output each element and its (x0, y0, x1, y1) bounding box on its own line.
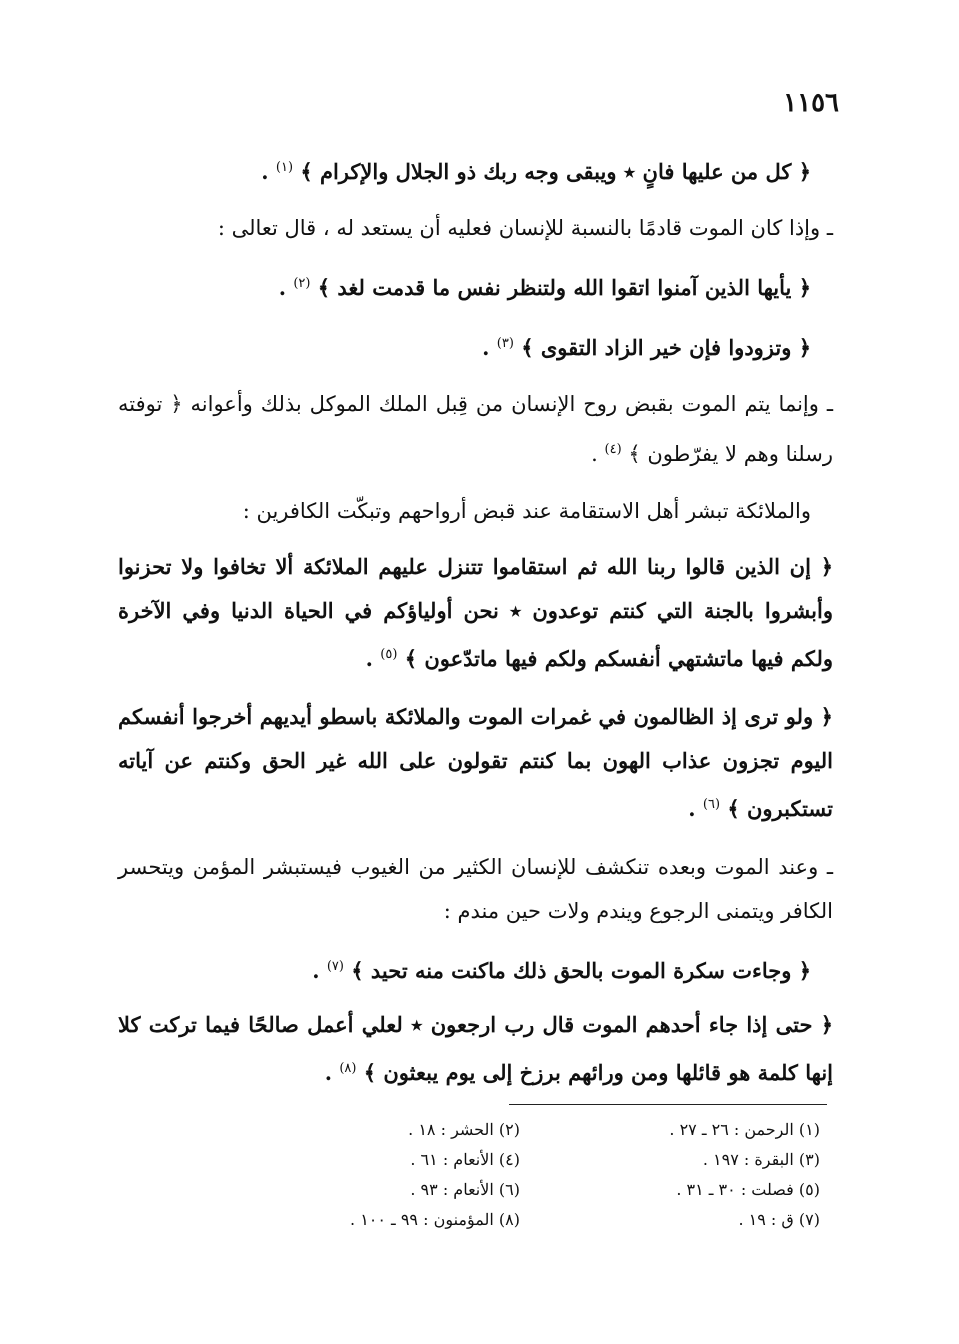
paragraph-text: ـ وإنما يتم الموت بقبض روح الإنسان من قِبل الملك الموكل بذلك وأعوانه ﴿ توفته رسلنا وهم لا يفرّطون ﴾ (118, 392, 833, 466)
footnotes (260, 1118, 820, 1232)
page-number: ١١٥٦ (783, 88, 839, 118)
footnote-divider (509, 1104, 827, 1105)
paragraph-3 (118, 256, 833, 316)
paragraph-5 (118, 382, 833, 477)
paragraph-text: ﴿ كل من عليها فانٍ ٭ ويبقى وجه ربك ذو الجلال والإكرام ﴾ (300, 159, 811, 184)
paragraph-text: ﴿ وجاءت سكرة الموت بالحق ذلك ماكنت منه تحيد ﴾ (351, 958, 811, 983)
paragraph-text: ﴿ يأيها الذين آمنوا اتقوا الله ولتنظر نفس ما قدمت لغد ﴾ (317, 275, 811, 300)
paragraph-6 (118, 483, 833, 539)
paragraph-9 (118, 845, 833, 933)
paragraph-text: ﴿ ولو ترى إذ الظالمون في غمرات الموت والملائكة باسطو أيديهم أخرجوا أنفسكم اليوم تجزون عذاب الهون بما كنتم تقولون على الله غير الحق وكنتم عن آياته تستكبرون ﴾ (118, 704, 833, 821)
footnote-8: (٨) المؤمنون : ٩٩ ـ ١٠٠ . (350, 1210, 520, 1229)
footnote-ref: (٥) (380, 647, 398, 662)
paragraph-end: . (688, 796, 703, 821)
footnote-5: (٥) فصلت : ٣٠ ـ ٣١ . (676, 1180, 820, 1199)
paragraph-1 (118, 140, 833, 200)
paragraph-text: ـ وعند الموت وبعده تنكشف للإنسان الكثير من الغيوب فيستبشر المؤمن ويتحسر الكافر ويتمنى الرجوع ويندم ولات حين مندم : (118, 855, 833, 923)
paragraph-end: . (312, 958, 327, 983)
paragraph-4 (118, 316, 833, 376)
main-text (118, 140, 833, 1095)
footnote-2: (٢) الحشر : ١٨ . (408, 1120, 520, 1139)
paragraph-text: ﴿ حتى إذا جاء أحدهم الموت قال رب ارجعون ٭ لعلي أعمل صالحًا فيما تركت كلا إنها كلمة هو قائلها ومن ورائهم برزخ إلى يوم يبعثون ﴾ (118, 1012, 833, 1085)
paragraph-end: . (261, 159, 276, 184)
paragraph-end: . (365, 646, 381, 671)
paragraph-end: . (278, 275, 294, 300)
footnote-7: (٧) ق : ١٩ . (738, 1210, 820, 1229)
footnote-ref: (٦) (702, 797, 721, 812)
paragraph-7 (118, 545, 833, 681)
paragraph-11 (118, 1003, 833, 1095)
footnote-ref: (٢) (293, 276, 311, 291)
footnote-3: (٣) البقرة : ١٩٧ . (702, 1150, 820, 1169)
footnote-ref: (٤) (604, 442, 622, 457)
paragraph-text: والملائكة تبشر أهل الاستقامة عند قبض أرواحهم وتبكّت الكافرين : (242, 499, 811, 523)
footnote-ref: (٨) (339, 1061, 357, 1076)
paragraph-text: ـ وإذا كان الموت قادمًا بالنسبة للإنسان فعليه أن يستعد له ، قال تعالى : (217, 216, 833, 240)
paragraph-end: . (482, 335, 497, 360)
paragraph-2 (118, 200, 833, 256)
footnote-4: (٤) الأنعام : ٦١ . (410, 1150, 520, 1169)
paragraph-8 (118, 695, 833, 831)
paragraph-text: ﴿ إن الذين قالوا ربنا الله ثم استقاموا تتنزل عليهم الملائكة ألا تخافوا ولا تحزنوا وأبشروا بالجنة التي كنتم توعدون ٭ نحن أولياؤكم في الحياة الدنيا وفي الآخرة ولكم فيها ماتشتهي أنفسكم ولكم فيها ماتدّعون ﴾ (118, 554, 833, 671)
footnote-6: (٦) الأنعام : ٩٣ . (410, 1180, 520, 1199)
footnote-ref: (٧) (326, 959, 344, 974)
paragraph-end: . (324, 1060, 340, 1085)
footnote-1: (١) الرحمن : ٢٦ ـ ٢٧ . (669, 1120, 820, 1139)
footnote-ref: (١) (275, 160, 294, 175)
paragraph-end: . (591, 442, 605, 466)
footnote-ref: (٣) (496, 336, 514, 351)
paragraph-10 (118, 939, 833, 999)
paragraph-text: ﴿ وتزودوا فإن خير الزاد التقوى ﴾ (521, 335, 811, 360)
